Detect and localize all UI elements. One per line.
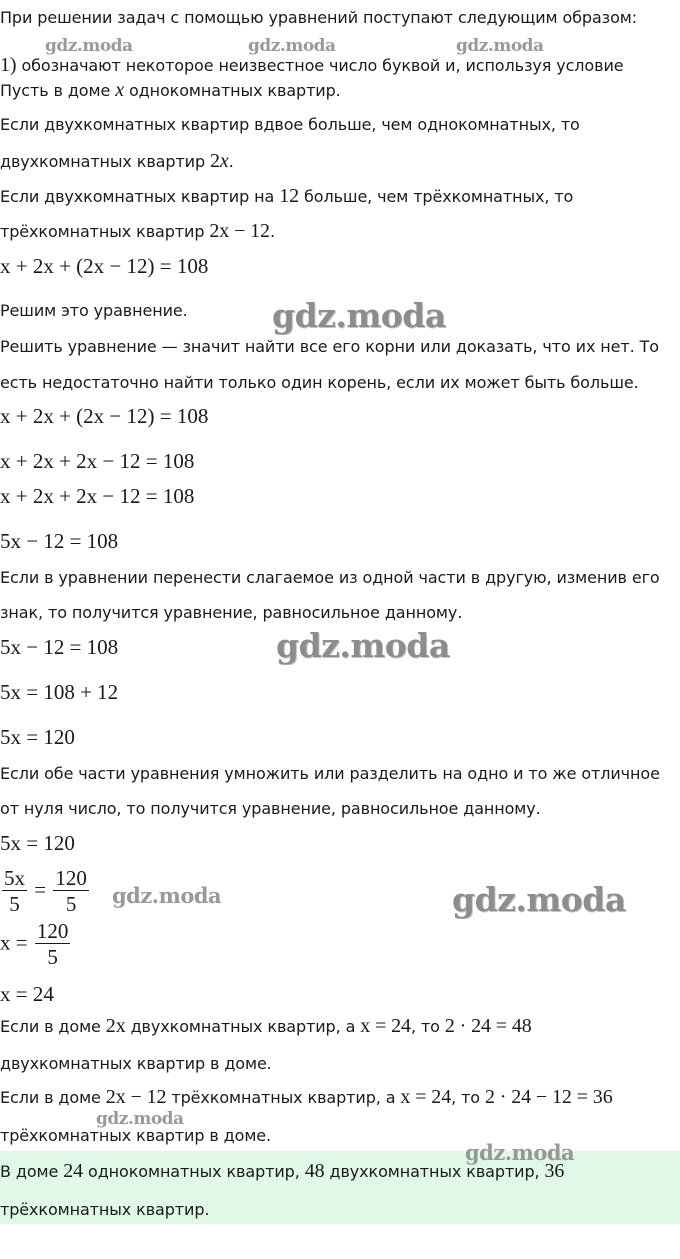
math-num: 12 [279,185,299,207]
calc-line-4: трёхкомнатных квартир в доме. [0,1126,272,1145]
calc-line-3 [0,1086,613,1109]
step-number: 1) [0,54,17,76]
watermark-logo: gdz.moda [272,296,446,335]
fraction [35,919,71,970]
text: В доме [0,1162,64,1181]
setup-line-3 [0,150,234,173]
final-line-2: трёхкомнатных квартир. [0,1200,210,1219]
equation-fraction-step [0,919,72,970]
fraction-numerator: 5x [4,866,25,890]
watermark-logo: gdz.moda [112,883,222,908]
equation-step: 5x = 120 [0,725,75,749]
watermark-logo: gdz.moda [465,1140,575,1165]
math-expr: x = 24 [400,1086,452,1108]
text: трёхкомнатных квартир, а [166,1088,401,1107]
math-num: 24 [63,1160,84,1182]
equation-lhs: x = [0,930,28,955]
watermark-logo: gdz.moda [248,36,336,56]
fraction [53,866,89,917]
setup-line-2: Если двухкомнатных квартир вдвое больше, чем однокомнатных, то [0,115,580,134]
text: . [269,222,275,241]
math-num: 48 [304,1160,325,1182]
watermark-logo: gdz.moda [45,36,133,56]
math-expr: 2x − 12 [209,220,270,242]
text: больше, чем трёхкомнатных, то [299,187,574,206]
fraction-numerator: 120 [55,866,87,890]
text: двухкомнатных квартир [0,152,211,171]
watermark-logo: gdz.moda [276,626,450,665]
equation-main: x + 2x + (2x − 12) = 108 [0,254,209,278]
fraction-denominator: 5 [47,945,58,969]
text: трёхкомнатных квартир [0,222,210,241]
text: двухкомнатных квартир, а [125,1017,361,1036]
equation-step: x + 2x + 2x − 12 = 108 [0,449,195,473]
math-num: 2 [210,150,220,172]
rule2-line-1: Если обе части уравнения умножить или разделить на одно и то же отличное [0,764,660,783]
watermark-logo: gdz.moda [456,36,544,56]
setup-line-4 [0,185,573,208]
math-var: x [115,79,124,101]
rule1-line-1: Если в уравнении перенести слагаемое из одной части в другую, изменив его [0,568,660,587]
math-expr: x = 24 [360,1015,411,1037]
text: однокомнатных квартир, [83,1162,305,1181]
equation-step: x + 2x + 2x − 12 = 108 [0,484,195,508]
text: . [228,152,234,171]
text: однокомнатных квартир. [123,81,341,100]
math-var: x [219,150,229,172]
fraction-denominator: 5 [9,892,20,916]
equation-fraction-step [0,866,91,917]
intro-line-2 [0,54,624,77]
text: Если в доме [0,1088,106,1107]
rule1-line-2: знак, то получится уравнение, равносильное данному. [0,603,463,622]
text: , то [451,1088,485,1107]
setup-line-1 [0,79,341,102]
text: Пусть в доме [0,81,116,100]
watermark-logo: gdz.moda [452,880,626,919]
math-expr: 2 · 24 − 12 = 36 [484,1086,613,1108]
equation-step: 5x − 12 = 108 [0,635,119,659]
equation-step: 5x − 12 = 108 [0,529,119,553]
solve-line-1: Решим это уравнение. [0,301,188,320]
intro-line-2-text: обозначают некоторое неизвестное число буквой и, используя условие [16,56,624,75]
rule2-line-2: от нуля число, то получится уравнение, равносильное данному. [0,799,541,818]
equation-step: 5x = 108 + 12 [0,680,119,704]
fraction-numerator: 120 [36,919,69,943]
text: , то [410,1017,445,1036]
setup-line-5 [0,220,275,243]
math-expr: 2x − 12 [105,1086,167,1108]
text: Если в доме [0,1017,106,1036]
watermark-logo: gdz.moda [96,1109,184,1129]
equation-solution: x = 24 [0,982,54,1006]
math-expr: 2x [105,1015,126,1037]
equation-step: x + 2x + (2x − 12) = 108 [0,404,209,428]
equals-sign: = [34,877,47,902]
equation-step: 5x = 120 [0,831,75,855]
calc-line-2: двухкомнатных квартир в доме. [0,1054,272,1073]
text: двухкомнатных квартир, [324,1162,545,1181]
calc-line-1 [0,1015,532,1038]
solve-line-3: есть недостаточно найти только один корень, если их может быть больше. [0,373,639,392]
text: Если двухкомнатных квартир на [0,187,280,206]
math-num: 36 [544,1160,565,1182]
intro-line-1: При решении задач с помощью уравнений поступают следующим образом: [0,8,638,27]
solve-line-2: Решить уравнение — значит найти все его корни или доказать, что их нет. То [0,337,659,356]
fraction [2,866,27,917]
math-expr: 2 · 24 = 48 [444,1015,532,1037]
fraction-denominator: 5 [65,892,77,916]
